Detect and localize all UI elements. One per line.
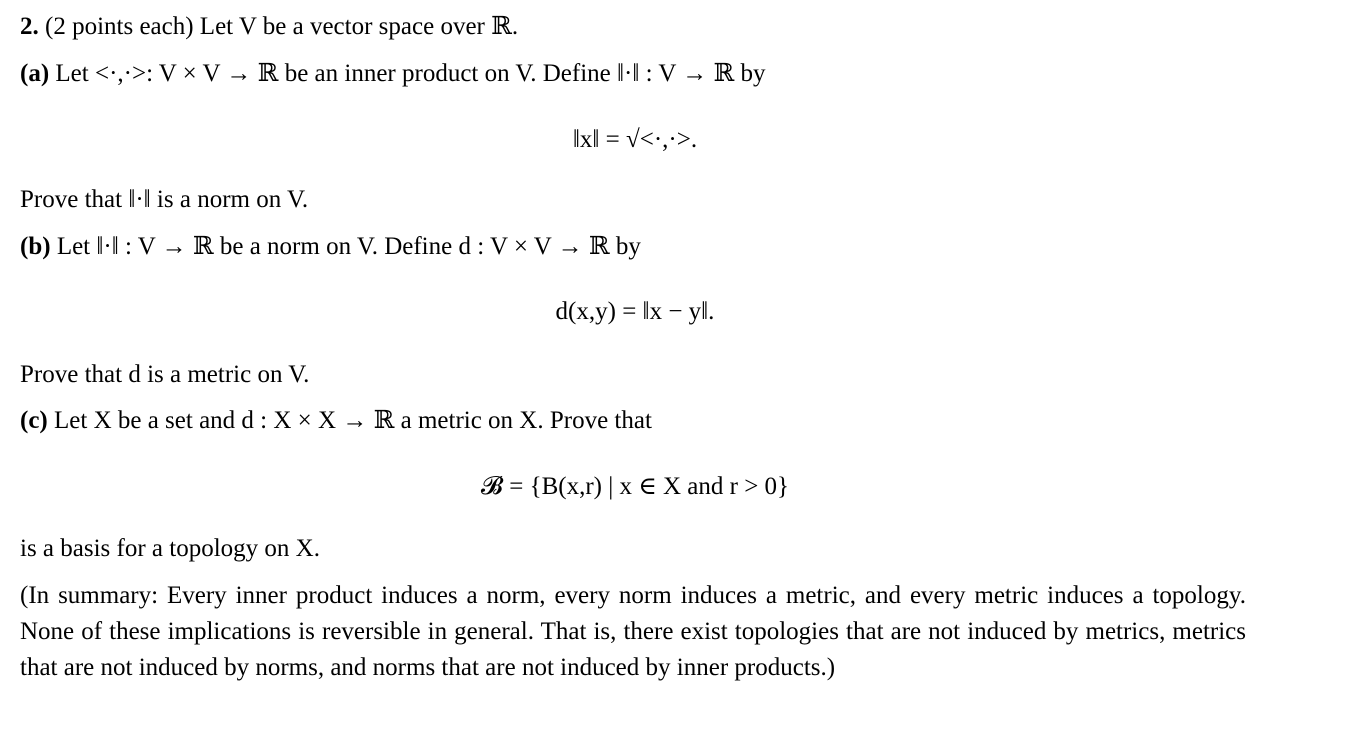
part-a-statement-text: Let <·,·>: V × V → ℝ be an inner product on V. Define ‖·‖ : V → ℝ by [55, 60, 766, 87]
part-a-formula: ‖x‖ = √<·,·>. [572, 126, 698, 153]
part-c-conclusion: is a basis for a topology on X. [20, 535, 320, 562]
part-c-label: (c) [20, 407, 48, 434]
part-b-statement [20, 232, 641, 262]
problem-intro-text: (2 points each) Let V be a vector space over ℝ. [45, 13, 519, 40]
part-b-label: (b) [20, 233, 51, 260]
part-c-statement-text: Let X be a set and d : X × X → ℝ a metric on X. Prove that [54, 407, 652, 434]
part-b-formula: d(x,y) = ‖x − y‖. [555, 298, 715, 325]
part-a-label: (a) [20, 60, 50, 87]
part-c-formula: 𝓑 = {B(x,r) | x ∈ X and r > 0} [480, 473, 790, 500]
part-b-conclusion: Prove that d is a metric on V. [20, 361, 310, 388]
part-c-statement [20, 406, 652, 436]
summary-paragraph: (In summary: Every inner product induces a norm, every norm induces a metric, and every metric induces a topology. None of these implications is reversible in general. That is, there exist topologies that are not induced by metrics, metrics that are not induced by norms, and norms that are not induced by inner products.) [20, 582, 1246, 681]
problem-intro [20, 12, 518, 42]
part-a-conclusion: Prove that ‖·‖ is a norm on V. [20, 186, 309, 213]
part-b-statement-text: Let ‖·‖ : V → ℝ be a norm on V. Define d : V × V → ℝ by [56, 233, 641, 260]
part-a-statement [20, 59, 766, 89]
problem-number: 2. [20, 13, 39, 40]
